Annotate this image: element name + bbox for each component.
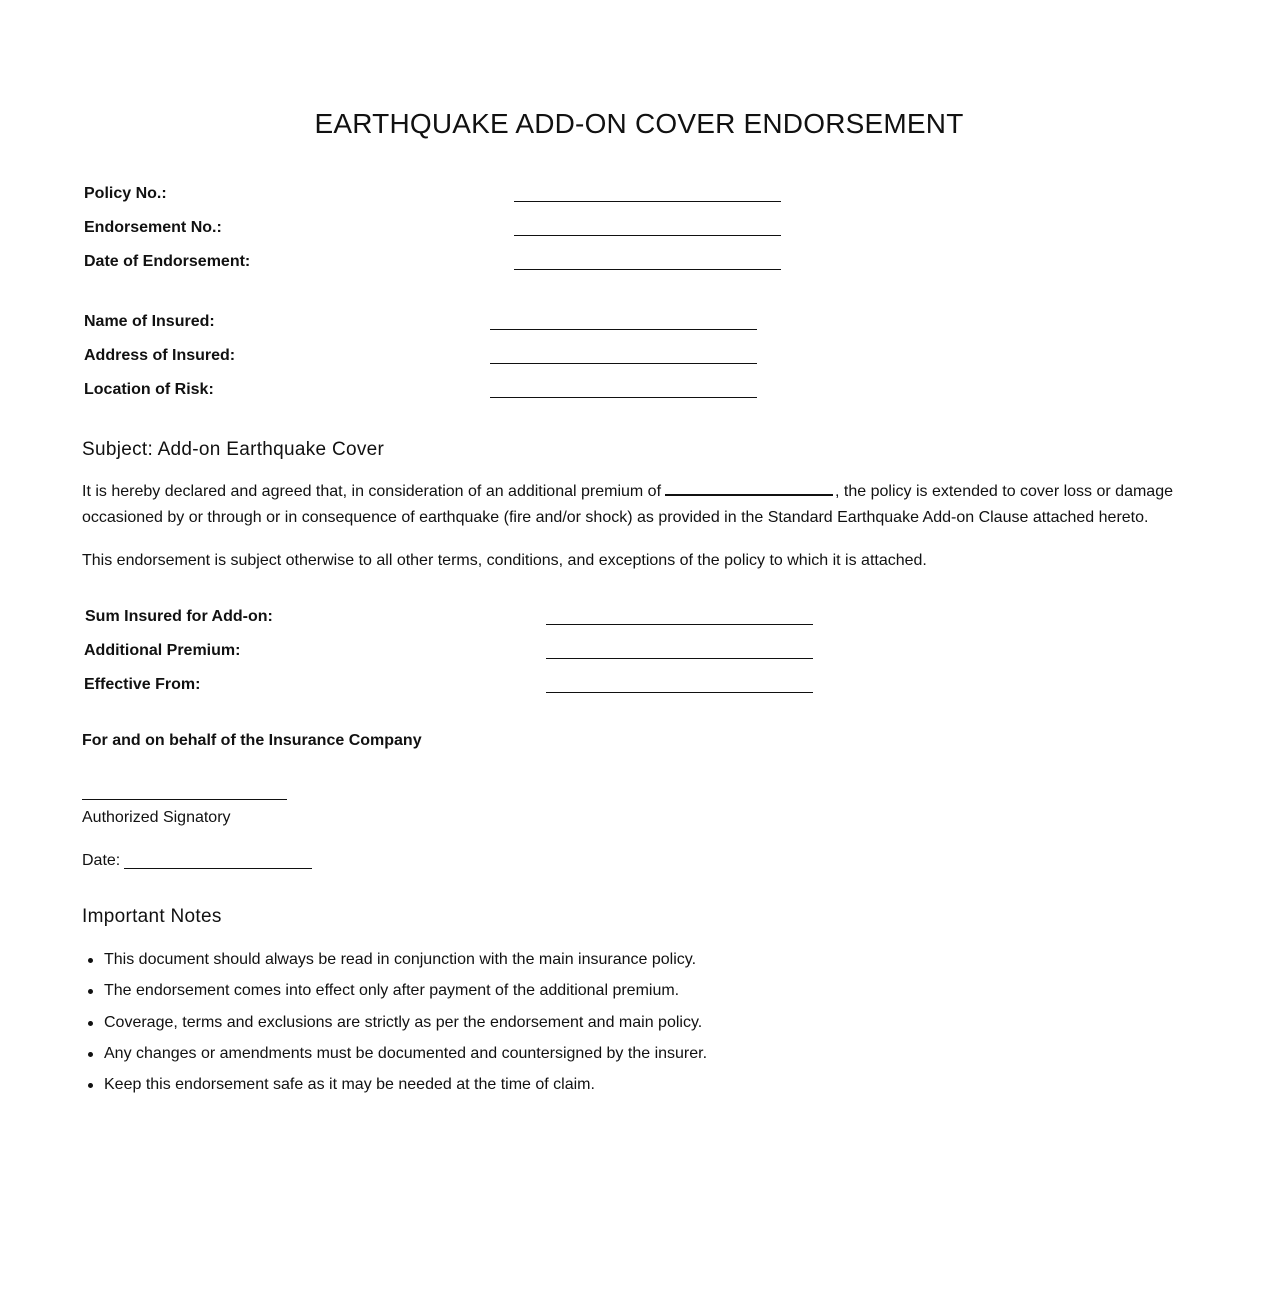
signature-line[interactable] bbox=[82, 799, 287, 800]
sum-insured-label: Sum Insured for Add-on: bbox=[85, 608, 273, 625]
risk-location-field[interactable] bbox=[490, 397, 757, 398]
company-behalf-text: For and on behalf of the Insurance Company bbox=[82, 732, 422, 749]
premium-blank-field[interactable] bbox=[665, 480, 833, 496]
endorsement-no-field[interactable] bbox=[514, 235, 781, 236]
policy-no-label: Policy No.: bbox=[84, 185, 167, 202]
note-item: Coverage, terms and exclusions are strictly as per the endorsement and main policy. bbox=[82, 1013, 707, 1044]
note-item: Keep this endorsement safe as it may be needed at the time of claim. bbox=[82, 1075, 707, 1106]
document-title: EARTHQUAKE ADD-ON COVER ENDORSEMENT bbox=[314, 108, 964, 139]
risk-location-label: Location of Risk: bbox=[84, 381, 214, 398]
insured-name-field[interactable] bbox=[490, 329, 757, 330]
declaration-paragraph bbox=[82, 479, 1192, 531]
insured-address-field[interactable] bbox=[490, 363, 757, 364]
effective-from-label: Effective From: bbox=[84, 676, 201, 693]
subject-terms-paragraph: This endorsement is subject otherwise to all other terms, conditions, and exceptions of the policy to which it is attached. bbox=[82, 552, 927, 569]
note-item: This document should always be read in conjunction with the main insurance policy. bbox=[82, 950, 707, 981]
notes-list bbox=[82, 950, 707, 1106]
additional-premium-label: Additional Premium: bbox=[84, 642, 241, 659]
signature-date-field[interactable] bbox=[124, 868, 312, 869]
note-item: Any changes or amendments must be documented and countersigned by the insurer. bbox=[82, 1044, 707, 1075]
signature-date-label: Date: bbox=[82, 852, 121, 869]
insured-address-label: Address of Insured: bbox=[84, 347, 236, 364]
additional-premium-field[interactable] bbox=[546, 658, 813, 659]
endorsement-no-label: Endorsement No.: bbox=[84, 219, 222, 236]
declaration-text-end: , the policy is extended to cover loss or damage occasioned by or through or in consequence of earthquake (fire and/or shock) as provided in the Standard Earthquake Add-on Clause attached hereto. bbox=[82, 483, 1173, 526]
notes-heading: Important Notes bbox=[82, 906, 222, 927]
policy-no-field[interactable] bbox=[514, 201, 781, 202]
note-item: The endorsement comes into effect only after payment of the additional premium. bbox=[82, 981, 707, 1012]
effective-from-field[interactable] bbox=[546, 692, 813, 693]
endorsement-date-label: Date of Endorsement: bbox=[84, 253, 251, 270]
subject-heading: Subject: Add-on Earthquake Cover bbox=[82, 439, 385, 460]
insured-name-label: Name of Insured: bbox=[84, 313, 215, 330]
endorsement-date-field[interactable] bbox=[514, 269, 781, 270]
authorized-signatory-label: Authorized Signatory bbox=[82, 809, 231, 826]
declaration-text-start: It is hereby declared and agreed that, in consideration of an additional premium of bbox=[82, 483, 662, 500]
sum-insured-field[interactable] bbox=[546, 624, 813, 625]
